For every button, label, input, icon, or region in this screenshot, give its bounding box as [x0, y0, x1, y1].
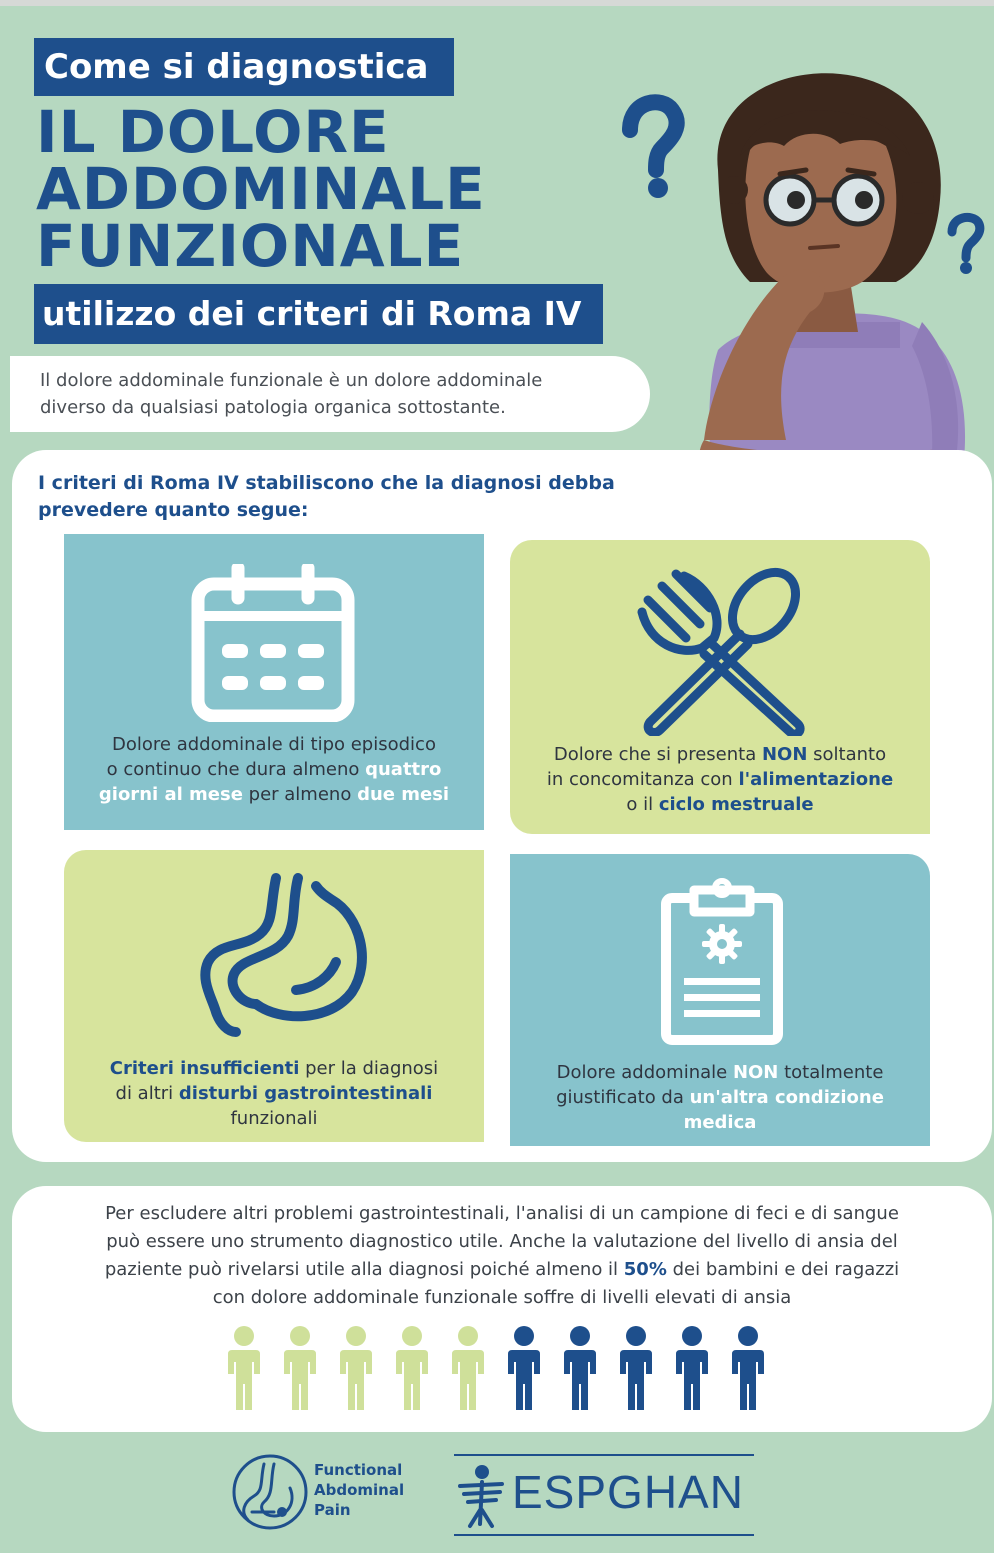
tile1-line-3b: per almeno [242, 784, 358, 805]
criteria-heading-line-2: prevedere quanto segue: [38, 499, 309, 521]
tile3-line-2a: di altri [115, 1083, 179, 1104]
anxiety-line-3c: dei bambini e dei ragazzi [666, 1259, 900, 1280]
tile4-line-2a: giustificato da [556, 1087, 690, 1108]
person-icon [340, 1326, 372, 1410]
title-line-1: IL DOLORE [36, 98, 390, 166]
tile3-line-2 [74, 1081, 474, 1106]
tile2-line-3 [520, 792, 920, 817]
tile2-line-1 [520, 742, 920, 767]
tile1-line-2a: o continuo che dura almeno [106, 759, 366, 780]
anxiety-line-1: Per escludere altri problemi gastrointestinali, l'analisi di un campione di feci e di sangue [105, 1203, 899, 1224]
anxiety-line-3 [32, 1256, 972, 1284]
tile2-line-2a: in concomitanza con [546, 769, 739, 790]
anxiety-text [32, 1200, 972, 1312]
espghan-figure-icon [456, 1462, 506, 1532]
tile1-line-1: Dolore addominale di tipo episodico [112, 734, 436, 755]
intro-card [10, 356, 650, 432]
criterion-tile-other-condition [510, 854, 930, 1146]
espghan-top-rule [454, 1454, 754, 1456]
tile3-line-3: funzionali [230, 1108, 318, 1129]
header-subtitle: Come si diagnostica [34, 38, 454, 96]
tile2-line-3a: o il [626, 794, 659, 815]
criteria-panel [12, 450, 992, 1162]
espghan-logo-text: ESPGHAN [512, 1466, 744, 1518]
criteria-heading-line-1: I criteri di Roma IV stabiliscono che la diagnosi debba [38, 472, 615, 494]
person-icon [284, 1326, 316, 1410]
fap-line-1: Functional [314, 1461, 403, 1479]
functional-abdominal-pain-logo [230, 1450, 310, 1534]
tile4-line-2 [520, 1085, 920, 1110]
question-mark-small-icon [952, 217, 980, 274]
anxiety-line-3a: paziente può rivelarsi utile alla diagnosi poiché almeno il [104, 1259, 624, 1280]
title-line-3: FUNZIONALE [36, 212, 465, 280]
tile1-line-3a: giorni al mese [98, 784, 243, 805]
person-icon [620, 1326, 652, 1410]
tile2-line-1a: Dolore che si presenta [553, 744, 762, 765]
tile4-line-1c: totalmente [778, 1062, 884, 1083]
person-icon [228, 1326, 260, 1410]
stomach-icon [200, 872, 370, 1038]
criterion-tile-eating [510, 540, 930, 834]
intro-line-2: diverso da qualsiasi patologia organica sottostante. [40, 397, 506, 418]
tile1-line-2b: quattro [365, 759, 442, 780]
fap-line-3: Pain [314, 1501, 351, 1519]
clipboard-icon [660, 876, 784, 1046]
criterion-tile-gastro [64, 850, 484, 1142]
person-icon [564, 1326, 596, 1410]
tile3-line-1 [74, 1056, 474, 1081]
tile2-line-1c: soltanto [807, 744, 887, 765]
tile3-line-2b: disturbi gastrointestinali [178, 1083, 433, 1104]
title-line-2: ADDOMINALE [36, 155, 486, 223]
tile2-line-1b: NON [761, 744, 808, 765]
person-icon [508, 1326, 540, 1410]
tile3-line-1b: per la diagnosi [299, 1058, 439, 1079]
tile4-line-3: medica [683, 1112, 757, 1133]
criteria-heading [38, 470, 698, 524]
person-icon [396, 1326, 428, 1410]
tile4-line-2b: un'altra condizione [689, 1087, 884, 1108]
tile2-line-2b: l'alimentazione [738, 769, 894, 790]
tile2-line-3b: ciclo mestruale [658, 794, 814, 815]
anxiety-line-2: può essere uno strumento diagnostico utile. Anche la valutazione del livello di ansia del [106, 1231, 898, 1252]
tile3-line-1a: Criteri insufficienti [109, 1058, 300, 1079]
criterion-duration-text [74, 732, 474, 807]
header-roma-criteria: utilizzo dei criteri di Roma IV [34, 284, 603, 344]
espghan-bottom-rule [454, 1534, 754, 1536]
tile1-line-3c: due mesi [357, 784, 450, 805]
criterion-tile-duration [64, 534, 484, 830]
anxiety-percentage: 50% [623, 1259, 667, 1280]
tile4-line-1a: Dolore addominale [556, 1062, 733, 1083]
people-pictogram [222, 1326, 782, 1412]
person-icon [676, 1326, 708, 1410]
calendar-icon [190, 564, 356, 722]
anxiety-line-4: con dolore addominale funzionale soffre di livelli elevati di ansia [212, 1287, 792, 1308]
criterion-eating-text [520, 742, 920, 817]
question-mark-icon [630, 102, 677, 198]
fap-line-2: Abdominal [314, 1481, 405, 1499]
fap-logo-text [314, 1460, 404, 1520]
person-icon [732, 1326, 764, 1410]
logos-footer [230, 1450, 770, 1540]
tile4-line-1 [520, 1060, 920, 1085]
tile2-line-2 [520, 767, 920, 792]
criterion-gastro-text [74, 1056, 474, 1131]
criterion-other-condition-text [520, 1060, 920, 1135]
tile1-line-2 [74, 757, 474, 782]
tile1-line-3 [74, 782, 474, 807]
tile4-line-1b: NON [732, 1062, 779, 1083]
page-title [36, 98, 596, 280]
person-icon [452, 1326, 484, 1410]
anxiety-panel [12, 1186, 992, 1432]
intro-line-1: Il dolore addominale funzionale è un dolore addominale [40, 370, 543, 391]
fork-spoon-icon [628, 564, 812, 736]
